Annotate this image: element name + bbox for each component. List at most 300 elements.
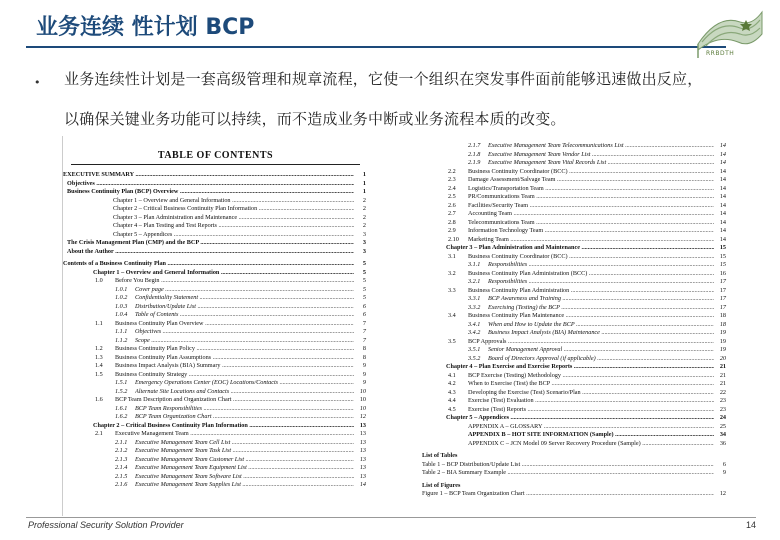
toc-entry [63,286,368,295]
toc-entry [418,490,728,499]
toc-entry [418,193,728,202]
toc-entry-number: 3.3.1 [468,295,481,302]
toc-entry [63,405,368,414]
toc-entry-title: Executive Management Team Telecommunications List ..... [488,142,714,151]
toc-entry-title: Chapter 5 – Appendices ..... [113,231,354,240]
toc-entry-page: 19 [719,337,726,345]
toc-entry-number: 4.2 [448,380,456,387]
toc-entry [418,372,728,381]
toc-entry [63,248,368,257]
toc-entry [63,222,368,231]
toc-entry-page: 14 [719,218,726,226]
toc-entry-number: 3.1.1 [468,261,481,268]
toc-entry-title: Alternate Site Locations and Contacts ..... [135,388,354,397]
toc-entry-page: 8 [362,345,366,352]
toc-entry [63,439,368,448]
toc-entry-title: APPENDIX A – GLOSSARY ..... [468,423,714,432]
toc-entry-number: 3.2.1 [468,278,481,285]
toc-entry-number: 3.4.2 [468,329,481,336]
toc-entry-number: 3.5 [448,337,456,345]
toc-entry-page: 14 [719,159,726,166]
toc-entry [418,431,728,440]
toc-entry [418,142,728,151]
toc-entry [63,473,368,482]
toc-entry-number: 2.9 [448,227,456,234]
toc-entry-number: 2.1.6 [115,481,128,488]
toc-entry-number: 1.5 [95,370,103,378]
toc-entry-number: 1.6.2 [115,413,128,420]
toc-entry [418,159,728,168]
toc-entry-page: 5 [362,285,366,293]
toc-entry-number: 1.0.4 [115,311,128,318]
toc-entry-title: Chapter 4 – Plan Testing and Test Reports ..... [113,222,354,231]
toc-entry-page: 2 [362,213,366,221]
toc-entry-title: When to Exercise (Test) the BCP ..... [468,380,714,389]
toc-entry [418,452,728,461]
toc-entry [63,197,368,206]
toc-entry-page: 36 [719,439,726,447]
toc-entry-number: 1.1 [95,319,103,327]
toc-entry-page: 14 [719,235,726,243]
toc-entry [418,210,728,219]
toc-entry-title: Cover page ..... [135,286,354,295]
toc-entry [418,397,728,406]
toc-entry-title: Emergency Operations Center (EOC) Locations/Contacts ..... [135,379,354,388]
toc-entry-number: 3.2 [448,269,456,277]
toc-entry-title: Chapter 3 – Plan Administration and Maintenance ..... [446,244,714,253]
toc-entry-title: Before You Begin ..... [115,277,354,286]
toc-entry-page: 6 [362,311,366,318]
toc-entry-page: 23 [719,405,726,413]
toc-entry-page: 10 [359,387,366,395]
toc-entry [418,168,728,177]
toc-entry [418,389,728,398]
toc-entry [63,180,368,189]
toc-entry-page: 24 [719,414,726,421]
toc-entry-page: 2 [362,222,366,229]
toc-entry-page: 13 [359,472,366,480]
toc-entry-page: 19 [719,346,726,353]
toc-entry [63,388,368,397]
toc-entry-title: Executive Management Team Customer List ..... [135,456,354,465]
toc-entry-number: 4.5 [448,405,456,413]
toc-entry-title: Objectives ..... [135,328,354,337]
toc-entry-page: 14 [719,142,726,149]
toc-entry-title: Information Technology Team ..... [468,227,714,236]
toc-entry-page: 3 [362,239,366,246]
toc-entry [418,270,728,279]
toc-entry [418,261,728,270]
toc-entry-title: Chapter 5 – Appendices ..... [446,414,714,423]
toc-entry-title: Business Impact Analysis (BIA) Maintenance ..... [488,329,714,338]
toc-entry-number: 2.4 [448,184,456,192]
toc-entry-page: 13 [359,455,366,463]
toc-entry-title: Exercise (Test) Evaluation ..... [468,397,714,406]
toc-entry-title: Distribution/Update List ..... [135,303,354,312]
toc-entry-number: 2.1.3 [115,455,128,463]
toc-entry-number: 1.5.1 [115,379,128,386]
toc-entry-title: Business Continuity Coordinator (BCC) ..... [468,168,714,177]
toc-entry-title: Business Impact Analysis (BIA) Summary ..... [115,362,354,371]
toc-entry-page: 2 [362,196,366,204]
toc-entry-title: Table 1 – BCP Distribution/Update List ..... [422,461,714,470]
toc-entry [63,447,368,456]
toc-entry [63,231,368,240]
toc-entry-page: 14 [719,227,726,234]
toc-entry [418,461,728,470]
toc-entry-page: 19 [719,329,726,336]
toc-entry-page: 13 [359,438,366,446]
toc-entry-title: Chapter 3 – Plan Administration and Maintenance ..... [113,214,354,223]
toc-entry-page: 14 [719,193,726,200]
toc-entry-title: Table 2 – BIA Summary Example ..... [422,469,714,478]
toc-entry-number: 2.6 [448,201,456,209]
toc-entry-title: Executive Management Team ..... [115,430,354,439]
toc-entry-number: 1.6 [95,396,103,403]
toc-entry-page: 13 [359,447,366,454]
toc-entry [418,236,728,245]
toc-entry-title: Executive Management Team Software List ..... [135,473,354,482]
page-number: 14 [746,520,757,530]
toc-heading: TABLE OF CONTENTS [157,150,274,161]
toc-entry-number: 1.1.2 [115,336,128,344]
toc-entry-title: Responsibilities ..... [488,261,714,270]
toc-entry-number: 1.0 [95,277,103,284]
toc-entry-number: 2.1 [95,430,103,437]
toc-entry-title: Senior Management Approval ..... [488,346,714,355]
toc-entry-number: 3.3 [448,286,456,294]
toc-entry-page: 5 [362,260,366,267]
toc-entry [63,269,368,278]
toc-entry [63,311,368,320]
toc-entry-page: 7 [362,319,366,327]
toc-entry-number: 3.4.1 [468,320,481,328]
toc-entry-title: Business Continuity Plan (BCP) Overview ..... [67,188,354,197]
toc-entry [418,287,728,296]
toc-entry [63,171,368,180]
intro-text-line2: 以确保关键业务功能可以持续，而不造成业务中断或业务流程本质的改变。 [64,110,566,128]
toc-entry-page: 1 [362,171,366,178]
toc-entry-title: Accounting Team ..... [468,210,714,219]
toc-entry-title: Figure 1 – BCP Team Organization Chart ..... [422,490,714,499]
toc-entry-number: 2.1.9 [468,159,481,166]
toc-entry-title: BCP Team Organization Chart ..... [135,413,354,422]
toc-entry-title: Business Continuity Plan Maintenance ..... [468,312,714,321]
toc-entry [418,338,728,347]
toc-entry-title: Chapter 1 – Overview and General Information ..... [93,269,354,278]
toc-entry-page: 16 [719,269,726,277]
toc-entry-title: Chapter 2 – Critical Business Continuity Plan Information ..... [113,205,354,214]
toc-entry-page: 18 [719,320,726,328]
intro-text-line1: 业务连续性计划是一套高级管理和规章流程，它使一个组织在突发事件面前能够迅速做出反应， [64,70,703,88]
toc-entry-title: Executive Management Team Supplies List ..... [135,481,354,490]
toc-entry-page: 17 [719,278,726,285]
toc-entry-number: 3.4 [448,312,456,319]
toc-entry-number: 1.4 [95,362,103,369]
title-divider [26,46,726,48]
toc-entry-title: BCP Awareness and Training ..... [488,295,714,304]
toc-entry-number: 2.1.2 [115,447,128,454]
toc-entry-title: Contents of a Business Continuity Plan ..... [63,260,354,269]
toc-entry-page: 21 [719,363,726,370]
toc-entry-number: 1.0.2 [115,294,128,301]
toc-entry-title: Telecommunications Team ..... [468,219,714,228]
toc-entry [63,328,368,337]
toc-entry [418,440,728,449]
toc-entry-title: Logistics/Transportation Team ..... [468,185,714,194]
toc-entry [63,337,368,346]
toc-entry-page: 21 [719,371,726,379]
toc-entry-number: 1.2 [95,345,103,352]
toc-entry [63,396,368,405]
toc-entry-page: 18 [719,312,726,319]
logo-caption: RRBDTH [706,50,735,57]
toc-entry [418,380,728,389]
toc-entry-number: 2.7 [448,210,456,217]
toc-entry [418,219,728,228]
toc-entry-title: Marketing Team ..... [468,236,714,245]
toc-entry-title: Executive Management Team Vendor List ..... [488,151,714,160]
toc-entry-number: 1.6.1 [115,404,128,412]
toc-page-right [418,136,728,516]
toc-entry-title: Business Continuity Strategy ..... [115,371,354,380]
toc-entry [418,176,728,185]
toc-entry-title: APPENDIX B – HOT SITE INFORMATION (Sample) ..... [468,431,714,440]
toc-entry [418,227,728,236]
toc-entry [63,345,368,354]
toc-entry [63,294,368,303]
toc-entry [63,464,368,473]
toc-entry-page: 17 [719,303,726,311]
toc-entry-number: 3.3.2 [468,303,481,311]
toc-entry-page: 9 [362,379,366,386]
toc-entry-page: 21 [719,380,726,387]
toc-entry-number: 1.5.2 [115,387,128,395]
toc-entry [418,185,728,194]
toc-entry-number: 1.0.3 [115,302,128,310]
toc-entry-number: 2.5 [448,193,456,200]
toc-entry [418,406,728,415]
toc-entry-number: 2.1.4 [115,464,128,471]
toc-entry-number: 4.1 [448,371,456,379]
toc-entry-title: Business Continuity Plan Policy ..... [115,345,354,354]
toc-entry-title: APPENDIX C – JCN Model 09 Server Recovery Procedure (Sample) ..... [468,440,714,449]
toc-entry [63,214,368,223]
toc-entry-number: 2.8 [448,218,456,226]
toc-entry-page: 7 [362,336,366,344]
toc-entry-title: BCP Approvals ..... [468,338,714,347]
toc-entry-title: Executive Management Team Task List ..... [135,447,354,456]
toc-entry-page: 20 [719,354,726,362]
toc-entry-title: Facilities/Security Team ..... [468,202,714,211]
toc-entry [63,371,368,380]
toc-entry [63,188,368,197]
toc-entry-title: BCP Team Description and Organization Chart ..... [115,396,354,405]
toc-entry-page: 17 [719,286,726,294]
toc-entry-page: 2 [362,205,366,212]
toc-entry [418,363,728,372]
toc-entry-page: 1 [362,188,366,195]
toc-entry-page: 14 [719,167,726,175]
toc-entry-page: 13 [359,430,366,437]
toc-entry-page: 22 [719,388,726,396]
toc-entry-page: 5 [362,294,366,301]
toc-entry [418,329,728,338]
toc-entry-title: Business Continuity Plan Administration ..... [468,287,714,296]
toc-entry-title: List of Figures [422,481,461,489]
toc-entry-title: Chapter 2 – Critical Business Continuity Plan Information ..... [93,422,354,431]
slide-title: 业务连续 性计划 BCP [36,15,255,40]
toc-entry-number: 1.3 [95,353,103,361]
toc-entry-title: Table of Contents ..... [135,311,354,320]
toc-entry [63,481,368,490]
toc-entry [418,482,728,491]
toc-heading-rule [71,164,360,165]
toc-entry [63,456,368,465]
toc-entry [63,320,368,329]
toc-entry-number: 4.3 [448,388,456,396]
toc-entry-number: 2.1.7 [468,142,481,149]
toc-entry [418,355,728,364]
toc-entry-page: 14 [719,184,726,192]
toc-entry-title: Scope ..... [135,337,354,346]
toc-entry [63,303,368,312]
toc-entry-page: 13 [359,421,366,429]
toc-entry-page: 6 [362,302,366,310]
toc-entry-number: 2.2 [448,167,456,175]
toc-entry-page: 14 [359,481,366,488]
toc-entry [63,205,368,214]
toc-entry-page: 10 [359,404,366,412]
toc-entry-number: 4.4 [448,397,456,404]
toc-entry-title: BCP Team Responsibilities ..... [135,405,354,414]
toc-entry [418,304,728,313]
toc-entry-page: 34 [719,431,726,438]
toc-entry-page: 3 [362,230,366,238]
toc-left-list [63,171,368,490]
toc-entry-title: BCP Exercise (Testing) Methodology ..... [468,372,714,381]
toc-entry-number: 3.5.2 [468,354,481,362]
toc-entry [418,423,728,432]
toc-entry-page: 14 [719,210,726,217]
toc-entry [63,277,368,286]
toc-entry-page: 14 [719,176,726,183]
toc-entry-title: Business Continuity Plan Administration (BCC) ..... [468,270,714,279]
toc-entry-title: Executive Management Team Equipment List ..... [135,464,354,473]
toc-entry-title: EXECUTIVE SUMMARY ..... [63,171,354,180]
toc-entry [63,430,368,439]
toc-entry-page: 25 [719,422,726,430]
toc-entry-title: About the Author ..... [67,248,354,257]
toc-entry-page: 3 [362,247,366,255]
toc-entry-page: 5 [362,268,366,276]
toc-entry [63,260,368,269]
toc-entry [418,295,728,304]
toc-entry-page: 17 [719,295,726,302]
toc-entry-number: 2.10 [448,235,459,243]
bullet-marker: • [34,76,41,89]
toc-entry-number: 1.1.1 [115,328,128,335]
toc-entry [418,414,728,423]
toc-entry-page: 9 [362,362,366,369]
toc-entry-title: Exercise (Test) Reports ..... [468,406,714,415]
toc-entry-page: 15 [719,244,726,251]
toc-entry-title: Exercising (Testing) the BCP ..... [488,304,714,313]
toc-entry-page: 1 [362,179,366,187]
toc-entry [418,321,728,330]
toc-entry-page: 9 [722,469,726,476]
toc-entry-number: 2.1.8 [468,150,481,158]
toc-entry [418,202,728,211]
toc-entry-page: 12 [359,413,366,420]
toc-entry [418,151,728,160]
toc-page-left [62,136,368,516]
toc-entry [418,244,728,253]
toc-entry-title: Developing the Exercise (Test) Scenario/Plan ..... [468,389,714,398]
toc-entry-number: 3.1 [448,252,456,260]
toc-entry [63,413,368,422]
toc-entry [418,469,728,478]
footer-tagline: Professional Security Solution Provider [28,520,184,530]
toc-entry-title: Executive Management Team Vital Records List ..... [488,159,714,168]
toc-entry-title: The Crisis Management Plan (CMP) and the BCP ..... [67,239,354,248]
toc-entry-number: 1.0.1 [115,285,128,293]
toc-entry-page: 15 [719,261,726,268]
toc-entry-number: 2.1.5 [115,472,128,480]
toc-entry-page: 23 [719,397,726,404]
toc-entry-title: Business Continuity Coordinator (BCC) ..... [468,253,714,262]
toc-entry-page: 14 [719,201,726,209]
toc-entry-page: 10 [359,396,366,403]
toc-entry-page: 9 [362,370,366,378]
toc-entry-title: Damage Assessment/Salvage Team ..... [468,176,714,185]
footer-divider [26,517,756,518]
toc-entry [63,239,368,248]
toc-entry-title: Executive Management Team Cell List ..... [135,439,354,448]
toc-entry-number: 2.1.1 [115,438,128,446]
toc-entry-page: 13 [359,464,366,471]
toc-entry-page: 14 [719,150,726,158]
toc-entry-title: Business Continuity Plan Assumptions ..... [115,354,354,363]
toc-entry-page: 6 [722,460,726,468]
toc-entry [63,362,368,371]
toc-entry-page: 5 [362,277,366,284]
toc-entry-title: PR/Communications Team ..... [468,193,714,202]
toc-entry-page: 15 [719,252,726,260]
toc-entry-title: Chapter 1 – Overview and General Information ..... [113,197,354,206]
toc-entry-title: Objectives ..... [67,180,354,189]
toc-entry [418,346,728,355]
toc-entry [63,422,368,431]
toc-entry-title: Chapter 4 – Plan Exercise and Exercise Reports ..... [446,363,714,372]
toc-entry [63,379,368,388]
toc-entry-title: Business Continuity Plan Overview ..... [115,320,354,329]
toc-entry-title: Board of Directors Approval (if applicable) ..... [488,355,714,364]
toc-entry-number: 2.3 [448,176,456,183]
toc-entry [418,278,728,287]
toc-entry-title: List of Tables [422,452,458,459]
toc-entry-title: When and How to Update the BCP ..... [488,321,714,330]
toc-entry [418,312,728,321]
toc-entry-title: Confidentiality Statement ..... [135,294,354,303]
toc-entry [418,253,728,262]
toc-right-list [418,136,728,499]
toc-entry-page: 7 [362,328,366,335]
toc-entry-number: 3.5.1 [468,346,481,353]
toc-entry-title: Responsibilities ..... [488,278,714,287]
toc-entry-page: 12 [719,490,726,497]
toc-entry [63,354,368,363]
